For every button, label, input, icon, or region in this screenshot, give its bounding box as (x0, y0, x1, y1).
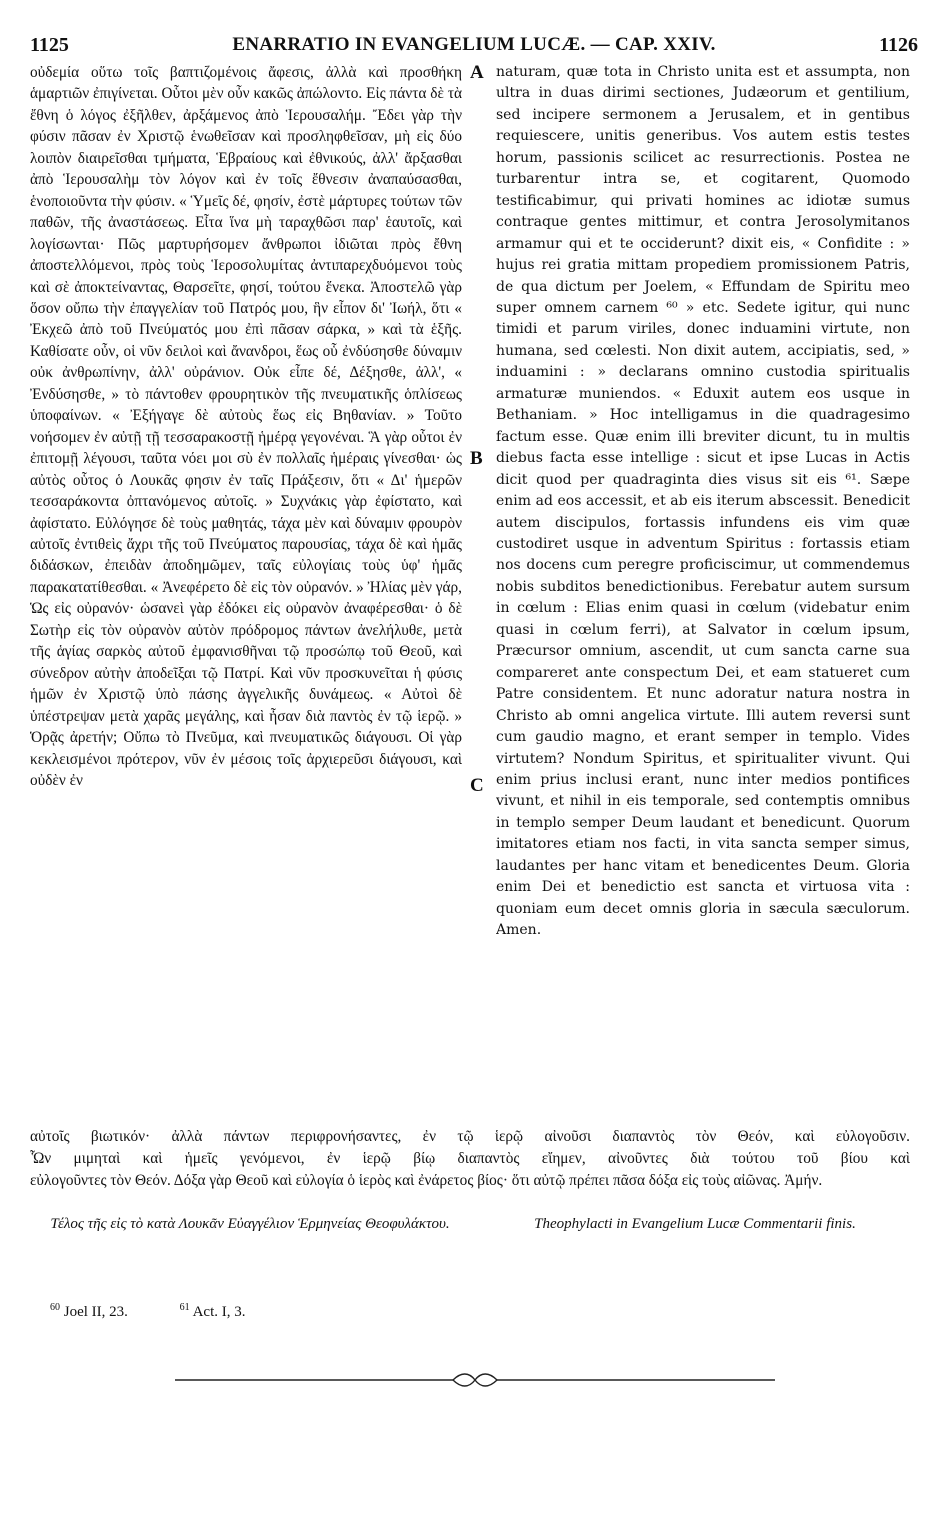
footnote-number: 60 (50, 1302, 60, 1313)
running-title: ENARRATIO IN EVANGELIUM LUCÆ. — CAP. XXIV. (232, 34, 716, 55)
section-marker-b: B (470, 448, 483, 469)
greek-paragraph: οὐδεμία οὕτω τοῖς βαπτιζομένοις ἄφεσις, ἀλλὰ καὶ προσθήκη ἁμαρτιῶν ἐπιγίνεται. Οὗτοι μὲν οὖν κακῶς ἀπώλοντο. Εἰς πάντα δὲ τὰ ἔθνη ὁ λόγος ἐξῆλθεν, ἀρξάμενος ἀπὸ Ἱερουσαλήμ. Ἔδει γὰρ τὴν φύσιν πᾶσαν ἐν Χριστῷ ἑνωθεῖσαν καὶ προσληφθεῖσαν, μὴ εἰς δύο λοιπὸν διαιρεῖσθαι τμήματα, Ἑβραίους καὶ ἐθνικούς, ἀλλ' ἄρξασθαι ἀπὸ Ἱερουσαλὴμ τὸν λόγον καὶ ἐν τοῖς ἔθνεσιν ἀναπαύσασθαι, ἑνοποιοῦντα τὴν φύσιν. « Ὑμεῖς δέ, φησίν, ἐστὲ μάρτυρες τούτων τῶν παθῶν, τῆς ἀναστάσεως. Εἶτα ἵνα μὴ ταραχθῶσι παρ' ἑαυτοῖς, καὶ λογίσωνται· Πῶς μαρτυρήσομεν ἄνθρωποι ἰδιῶται πρὸς ἔθνη ἀποστελλόμενοι, πρὸς τοὺς Ἱεροσολυμίτας ἀντιπαρεχδυόμενοι τοὺς καὶ σὲ ἀποκτείναντας, Θαρσεῖτε, φησί, τούτου ἕνεκα. Ἀποστελῶ γὰρ ὅσον οὔπω τὴν ἐπαγγελίαν τοῦ Πατρός μου, ἣν εἶπον δι' Ἰωήλ, ὅτι « Ἐκχεῶ ἀπὸ τοῦ Πνεύματός μου ἐπὶ πᾶσαν σάρκα, » καὶ τὰ ἑξῆς. Καθίσατε οὖν, οἱ νῦν δειλοὶ καὶ ἄνανδροι, ἕως οὗ ἐνδύσησθε δύναμιν οὐκ ἀνθρωπίνην, ἀλλ' οὐράνιον. Οὐκ εἶπε δέ, Δέξησθε, ἀλλ', « Ἐνδύσησθε, » τὸ πάντοθεν φρουρητικὸν τῆς πνευματικῆς ὁπλίσεως ὑποφαίνων. « Ἐξήγαγε δὲ αὐτοὺς ἕως εἰς Βηθανίαν. » Τοῦτο νοήσομεν ἐν αὐτῇ τῇ τεσσαρακοστῇ ἡμέρᾳ γεγονέναι. Ἃ γὰρ οὗτοι ἐν ἐπιτομῇ λέγουσι, ταῦτα νόει μοι σὺ ἐν πολλαῖς ἡμέραις γίνεσθαι· ὡς αὐτὸς οὗτος ὁ Λουκᾶς φησιν ἐν ταῖς Πράξεσιν, ὅτι « Δι' ἡμερῶν τεσσαράκοντα ὀπτανόμενος αὐτοῖς. » Συχνάκις γὰρ ἐφίστατο, καὶ ἀφίστατο. Εὐλόγησε δὲ τοὺς μαθητάς, τάχα μὲν καὶ δύναμιν φρουρὸν αὐτοῖς ἐντιθεὶς ἄχρι τῆς τοῦ Πνεύματος παρουσίας, τάχα δὲ καὶ ἡμᾶς διδάσκων, ἐπειδὰν ἀποδημῶμεν, ταῖς εὐλογίαις τοὺς ὑφ' ἡμᾶς παρακατατίθεσθαι. « Ἀνεφέρετο δὲ εἰς τὸν οὐρανόν. » Ἠλίας μὲν γάρ, Ὡς εἰς οὐρανόν· ὡσανεὶ γὰρ ἐδόκει εἰς οὐρανὸν ἀναφέρεσθαι· ὁ δὲ Σωτὴρ εἰς τὸν οὐρανὸν αὐτὸν πρόδρομος πάντων ἀνελήλυθε, μετὰ τῆς ἁγίας σαρκὸς αὐτοῦ ἐμφανισθῆναι τῷ προσώπῳ τοῦ Θεοῦ, καὶ σύνεδρον αὐτὴν ἀποδεῖξαι τῷ Πατρί. Καὶ νῦν προσκυνεῖται ἡ φύσις ἡμῶν ἐν Χριστῷ ὑπὸ πάσης ἀγγελικῆς δυνάμεως. « Αὐτοὶ δὲ ὑπέστρεψαν μετὰ χαρᾶς μεγάλης, καὶ ἦσαν διὰ παντὸς ἐν τῷ ἱερῷ. » Ὁρᾷς ἀρετήν; Οὔπω τὸ Πνεῦμα, καὶ πνευματικῶς διάγουσι. Οἱ γὰρ κεκλεισμένοι πρότερον, νῦν ἐν μέσοις τοῖς ἀρχιερεῦσι διάγουσι, καὶ οὐδὲν ἐν (30, 64, 462, 789)
running-header (30, 34, 918, 58)
end-ornament (175, 1372, 775, 1388)
page-number-right: 1126 (879, 34, 918, 56)
footnotes (50, 1298, 294, 1322)
full-width-line-1: αὐτοῖς βιωτικόν· ἀλλὰ πάντων περιφρονήσαντες, ἐν τῷ ἱερῷ αἰνοῦσι διαπαντὸς τὸν Θεόν, καὶ εὐλογοῦσιν. (30, 1128, 910, 1145)
greek-text-column (30, 62, 462, 1130)
footnote (50, 1304, 152, 1320)
footnote-text: Act. I, 3. (192, 1304, 246, 1320)
latin-text-column (496, 62, 910, 1130)
page-number-left: 1125 (30, 34, 69, 56)
footnote-number: 61 (179, 1302, 190, 1313)
footnote-text: Joel II, 23. (63, 1304, 128, 1320)
section-marker-a: A (470, 62, 484, 83)
latin-paragraph: naturam, quæ tota in Christo unita est et assumpta, non ultra in duas dirimi sectiones, Judæorum et gentilium, sed incipere sermonem a Jerusalem, et in gentibus requiescere, unitis generibus. Vos autem estis testes horum, passionis scilicet ac resurrectionis. Postea ne turbarentur intra se, et cogitarent, Quomodo testificabimur, qui privati homines ac idiotæ sumus contraque gentes mittimur, et contra Jerosolymitanos armamur qui et te occiderunt? dixit eis, « Confidite : » hujus rei gratia mittam propediem promissionem Patris, de qua dictum per Joelem, « Effundam de Spiritu meo super omnem carnem ⁶⁰ » etc. Sedete igitur, qui nunc timidi et parum viriles, donec induamini virtute, non humana, sed cœlesti. Non dixit autem, accipiatis, sed, » induamini : » declarans omnino custodia spiritualis armaturæ muniendos. « Eduxit autem eos usque in Bethaniam. » Hoc intelligamus in die quadragesimo factum esse. Quæ enim illi breviter dicunt, tu in multis diebus facta esse intellige : sicut et ipse Lucas in Actis dicit quod per quadraginta dies visus sit eis ⁶¹. Sæpe enim ad eos accessit, et ab eis iterum abscessit. Benedicit autem discipulos, fortassis infundens eis vim quæ custodiret usque in adventum Spiritus : fortassis etiam nos docens cum peregre proficiscimur, ut commendemus nobis subditos benedictionibus. Ferebatur autem sursum in cœlum : Elias enim quasi in cœlum (videbatur enim quasi in cœlum ferri), at Salvator in cœlum ipsum, Præcursor omnium, ascendit, ut cum sancta carne sua compareret ante conspectum Dei, et eam statueret cum Patre considentem. Et nunc adoratur natura nostra in Christo ab omni angelica virtute. Illi autem reversi sunt cum gaudio magno, et erant semper in templo. Vides virtutem? Nondum Spiritus, et spiritualiter vivunt. Qui enim prius inclusi erant, nunc inter medios pontifices vivunt, et nihil in eis temporale, sed contemptis omnibus in templo semper Deum laudant et benedicunt. Quorum imitatores etiam nos facti, in vita sancta semper simus, laudantes per hanc vitam et benedicentes Deum. Gloria enim Dei et benedictio est sancta et virtuosa vita : quoniam eum decet omnis gloria in sæcula sæculorum. Amen. (496, 64, 910, 939)
greek-explicit: Τέλος τῆς εἰς τὸ κατὰ Λουκᾶν Εὐαγγέλιον Ἑρμηνείας Θεοφυλάκτου. (50, 1216, 450, 1232)
full-width-line-2: Ὧν μιμηταὶ καὶ ἡμεῖς γενόμενοι, ἐν ἱερῷ βίῳ διαπαντὸς εἴημεν, αἰνοῦντες διὰ τούτου τοῦ βίου καὶ (30, 1150, 910, 1167)
section-marker-c: C (470, 775, 484, 796)
latin-explicit: Theophylacti in Evangelium Lucæ Commentarii finis. (534, 1216, 856, 1232)
full-width-line-3: εὐλογοῦντες τὸν Θεόν. Δόξα γὰρ Θεοῦ καὶ εὐλογία ὁ ἱερὸς καὶ ἐνάρετος βίος· ὅτι αὐτῷ πρέπει πᾶσα δόξα εἰς τοὺς αἰῶνας. Ἀμήν. (30, 1172, 823, 1189)
footnote (180, 1304, 270, 1320)
